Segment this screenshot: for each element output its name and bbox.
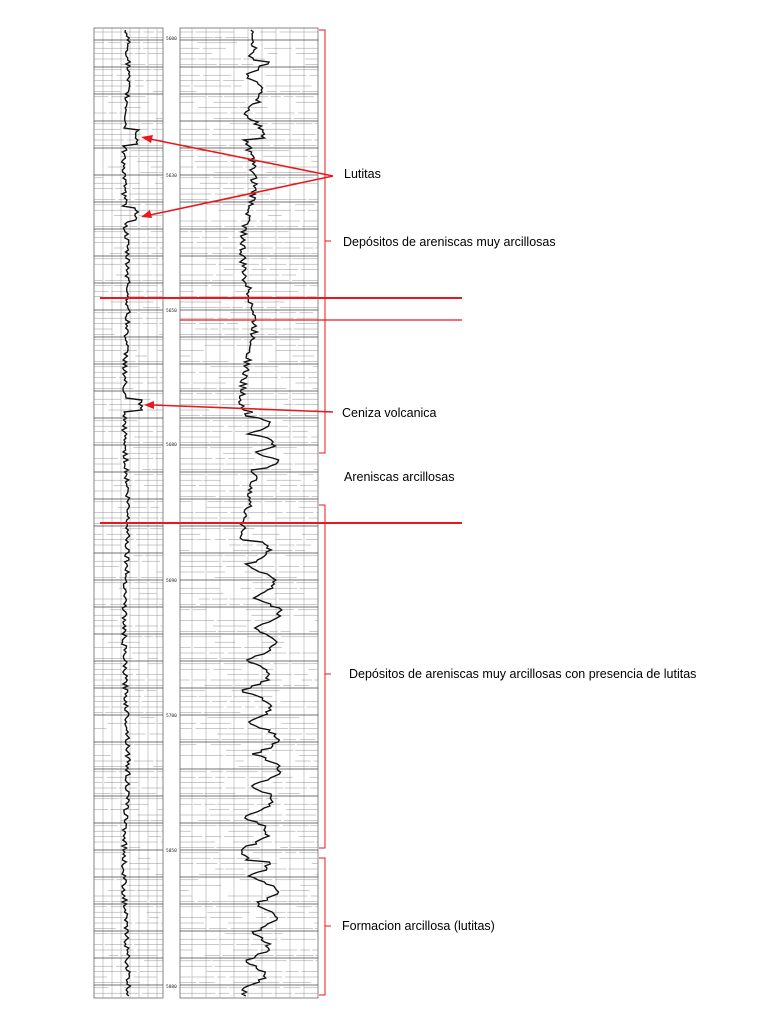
depth-label: 5600 bbox=[166, 37, 177, 42]
depth-label: 5630 bbox=[166, 174, 177, 179]
label-depositos-lutitas: Depósitos de areniscas muy arcillosas con presencia de lutitas bbox=[349, 667, 697, 681]
bracket-depositos-lutitas bbox=[319, 505, 331, 848]
arrow-line bbox=[150, 139, 333, 176]
annotation-labels bbox=[342, 167, 696, 933]
depth-label: 5880 bbox=[166, 985, 177, 990]
right-track-grid bbox=[180, 28, 318, 998]
arrow-heads bbox=[141, 135, 154, 409]
label-depositos-arcillosas: Depósitos de areniscas muy arcillosas bbox=[343, 235, 556, 249]
label-lutitas: Lutitas bbox=[344, 167, 381, 181]
depth-label: 5850 bbox=[166, 849, 177, 854]
bracket-depositos-arcillosas bbox=[319, 30, 331, 453]
depth-label: 5700 bbox=[166, 714, 177, 719]
label-ceniza: Ceniza volcanica bbox=[342, 406, 437, 420]
arrow-head-icon bbox=[144, 401, 154, 409]
depth-label: 5690 bbox=[166, 579, 177, 584]
bracket-formacion bbox=[319, 858, 331, 995]
arrow-line bbox=[150, 176, 333, 215]
label-areniscas-arcillosas: Areniscas arcillosas bbox=[344, 470, 455, 484]
arrow-head-icon bbox=[141, 210, 152, 218]
depth-labels bbox=[166, 36, 177, 990]
label-formacion: Formacion arcillosa (lutitas) bbox=[342, 919, 495, 933]
depth-label: 5680 bbox=[166, 443, 177, 448]
depth-label: 5650 bbox=[166, 309, 177, 314]
arrow-head-icon bbox=[141, 135, 153, 143]
left-track-grid bbox=[94, 28, 163, 998]
